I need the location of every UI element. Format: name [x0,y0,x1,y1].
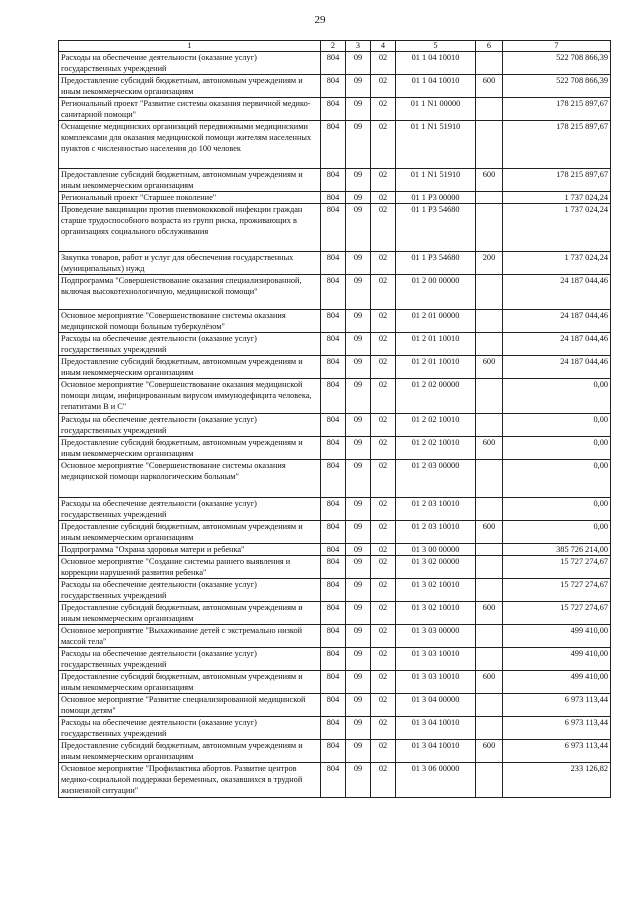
row-sum-cell: 178 215 897,67 [503,169,611,192]
row-ved-cell: 804 [321,498,346,521]
row-sum-cell: 522 708 866,39 [503,75,611,98]
row-target-article-cell: 01 1 P3 00000 [396,192,476,204]
row-target-article-cell: 01 1 P3 54680 [396,204,476,252]
row-section-cell: 09 [346,460,371,498]
row-ved-cell: 804 [321,579,346,602]
row-sum-cell: 385 726 214,00 [503,544,611,556]
header-row [59,41,611,52]
row-expense-type-cell [476,556,503,579]
row-ved-cell: 804 [321,52,346,75]
row-target-article-cell: 01 1 N1 00000 [396,98,476,121]
table-row [59,460,611,498]
row-name-cell: Предоставление субсидий бюджетным, автономным учреждениям и иным некоммерческим организациям [59,521,321,544]
row-name-cell: Расходы на обеспечение деятельности (оказание услуг) государственных учреждений [59,52,321,75]
table-row [59,671,611,694]
row-sum-cell: 233 126,82 [503,763,611,798]
row-target-article-cell: 01 2 02 10010 [396,437,476,460]
row-ved-cell: 804 [321,717,346,740]
row-ved-cell: 804 [321,648,346,671]
row-subsection-cell: 02 [371,310,396,333]
row-name-cell: Предоставление субсидий бюджетным, автономным учреждениям и иным некоммерческим организациям [59,169,321,192]
row-target-article-cell: 01 1 04 10010 [396,75,476,98]
row-target-article-cell: 01 2 01 10010 [396,356,476,379]
row-name-cell: Основное мероприятие "Развитие специализированной медицинской помощи детям" [59,694,321,717]
row-expense-type-cell [476,694,503,717]
row-section-cell: 09 [346,625,371,648]
row-section-cell: 09 [346,169,371,192]
row-expense-type-cell: 600 [476,740,503,763]
row-subsection-cell: 02 [371,437,396,460]
row-name-cell: Расходы на обеспечение деятельности (оказание услуг) государственных учреждений [59,498,321,521]
table-row [59,275,611,310]
row-sum-cell: 6 973 113,44 [503,740,611,763]
row-target-article-cell: 01 3 02 10010 [396,579,476,602]
table-row [59,556,611,579]
row-subsection-cell: 02 [371,192,396,204]
row-name-cell: Предоставление субсидий бюджетным, автономным учреждениям и иным некоммерческим организациям [59,671,321,694]
table-row [59,544,611,556]
row-ved-cell: 804 [321,98,346,121]
header-col-7: 7 [503,41,611,52]
row-ved-cell: 804 [321,414,346,437]
row-expense-type-cell: 600 [476,437,503,460]
row-expense-type-cell: 200 [476,252,503,275]
table-row [59,437,611,460]
row-name-cell: Региональный проект "Развитие системы оказания первичной медико-санитарной помощи" [59,98,321,121]
row-expense-type-cell [476,310,503,333]
row-ved-cell: 804 [321,694,346,717]
row-sum-cell: 522 708 866,39 [503,52,611,75]
row-section-cell: 09 [346,121,371,169]
row-sum-cell: 24 187 044,46 [503,275,611,310]
row-ved-cell: 804 [321,556,346,579]
row-target-article-cell: 01 3 04 00000 [396,694,476,717]
row-sum-cell: 499 410,00 [503,625,611,648]
row-subsection-cell: 02 [371,740,396,763]
table-row [59,740,611,763]
row-ved-cell: 804 [321,121,346,169]
row-subsection-cell: 02 [371,169,396,192]
table-row [59,521,611,544]
row-target-article-cell: 01 3 02 00000 [396,556,476,579]
table-row [59,579,611,602]
page-number: 29 [314,14,326,26]
row-sum-cell: 178 215 897,67 [503,121,611,169]
row-ved-cell: 804 [321,671,346,694]
row-section-cell: 09 [346,192,371,204]
row-subsection-cell: 02 [371,204,396,252]
row-name-cell: Основное мероприятие "Профилактика абортов. Развитие центров медико-социальной поддержки беременных, оказавшихся в трудной жизненной ситуации" [59,763,321,798]
row-section-cell: 09 [346,717,371,740]
row-expense-type-cell [476,717,503,740]
budget-table [58,40,611,798]
row-target-article-cell: 01 2 01 00000 [396,310,476,333]
header-col-4: 4 [371,41,396,52]
row-target-article-cell: 01 1 N1 51910 [396,121,476,169]
row-ved-cell: 804 [321,379,346,414]
table-row [59,694,611,717]
row-expense-type-cell [476,204,503,252]
row-sum-cell: 0,00 [503,460,611,498]
row-sum-cell: 6 973 113,44 [503,717,611,740]
row-sum-cell: 6 973 113,44 [503,694,611,717]
row-subsection-cell: 02 [371,52,396,75]
row-sum-cell: 178 215 897,67 [503,98,611,121]
row-section-cell: 09 [346,740,371,763]
row-target-article-cell: 01 2 02 10010 [396,414,476,437]
row-section-cell: 09 [346,275,371,310]
row-subsection-cell: 02 [371,544,396,556]
table-body [59,52,611,798]
row-subsection-cell: 02 [371,521,396,544]
row-expense-type-cell [476,625,503,648]
row-name-cell: Основное мероприятие "Выхаживание детей с экстремально низкой массой тела" [59,625,321,648]
row-name-cell: Подпрограмма "Совершенствование оказания специализированной, включая высокотехнологичную, медицинской помощи" [59,275,321,310]
row-target-article-cell: 01 1 N1 51910 [396,169,476,192]
row-name-cell: Подпрограмма "Охрана здоровья матери и ребенка" [59,544,321,556]
row-subsection-cell: 02 [371,556,396,579]
row-section-cell: 09 [346,379,371,414]
row-subsection-cell: 02 [371,648,396,671]
row-ved-cell: 804 [321,252,346,275]
table-row [59,602,611,625]
row-name-cell: Предоставление субсидий бюджетным, автономным учреждениям и иным некоммерческим организациям [59,437,321,460]
row-ved-cell: 804 [321,275,346,310]
header-col-2: 2 [321,41,346,52]
table-row [59,333,611,356]
row-ved-cell: 804 [321,437,346,460]
row-expense-type-cell: 600 [476,521,503,544]
row-target-article-cell: 01 3 02 10010 [396,602,476,625]
row-subsection-cell: 02 [371,498,396,521]
row-expense-type-cell [476,275,503,310]
row-sum-cell: 15 727 274,67 [503,602,611,625]
row-name-cell: Расходы на обеспечение деятельности (оказание услуг) государственных учреждений [59,414,321,437]
row-expense-type-cell [476,460,503,498]
row-target-article-cell: 01 3 04 10010 [396,740,476,763]
row-subsection-cell: 02 [371,717,396,740]
table-row [59,648,611,671]
row-expense-type-cell [476,379,503,414]
row-ved-cell: 804 [321,169,346,192]
row-target-article-cell: 01 3 03 10010 [396,671,476,694]
row-expense-type-cell [476,544,503,556]
row-expense-type-cell [476,121,503,169]
row-sum-cell: 15 727 274,67 [503,556,611,579]
row-name-cell: Закупка товаров, работ и услуг для обеспечения государственных (муниципальных) нужд [59,252,321,275]
row-section-cell: 09 [346,333,371,356]
row-section-cell: 09 [346,75,371,98]
row-ved-cell: 804 [321,521,346,544]
row-ved-cell: 804 [321,333,346,356]
row-target-article-cell: 01 2 03 00000 [396,460,476,498]
row-subsection-cell: 02 [371,98,396,121]
row-sum-cell: 24 187 044,46 [503,333,611,356]
row-section-cell: 09 [346,671,371,694]
header-col-6: 6 [476,41,503,52]
header-col-3: 3 [346,41,371,52]
table-row [59,414,611,437]
row-ved-cell: 804 [321,310,346,333]
row-section-cell: 09 [346,414,371,437]
row-name-cell: Основное мероприятие "Создание системы раннего выявления и коррекции нарушений развития ребенка" [59,556,321,579]
table-row [59,252,611,275]
row-expense-type-cell [476,98,503,121]
row-section-cell: 09 [346,310,371,333]
row-ved-cell: 804 [321,75,346,98]
row-subsection-cell: 02 [371,75,396,98]
row-ved-cell: 804 [321,763,346,798]
row-subsection-cell: 02 [371,694,396,717]
row-name-cell: Расходы на обеспечение деятельности (оказание услуг) государственных учреждений [59,333,321,356]
row-expense-type-cell: 600 [476,75,503,98]
row-sum-cell: 1 737 024,24 [503,192,611,204]
row-name-cell: Предоставление субсидий бюджетным, автономным учреждениям и иным некоммерческим организациям [59,356,321,379]
row-section-cell: 09 [346,356,371,379]
table-row [59,52,611,75]
header-col-5: 5 [396,41,476,52]
row-expense-type-cell: 600 [476,169,503,192]
row-sum-cell: 0,00 [503,379,611,414]
row-subsection-cell: 02 [371,252,396,275]
row-subsection-cell: 02 [371,602,396,625]
table-row [59,169,611,192]
table-row [59,379,611,414]
table-row [59,717,611,740]
row-section-cell: 09 [346,437,371,460]
row-section-cell: 09 [346,252,371,275]
row-expense-type-cell: 600 [476,602,503,625]
row-target-article-cell: 01 2 03 10010 [396,521,476,544]
row-expense-type-cell: 600 [476,356,503,379]
row-name-cell: Предоставление субсидий бюджетным, автономным учреждениям и иным некоммерческим организациям [59,740,321,763]
row-target-article-cell: 01 3 06 00000 [396,763,476,798]
row-expense-type-cell [476,579,503,602]
row-target-article-cell: 01 3 04 10010 [396,717,476,740]
row-target-article-cell: 01 1 04 10010 [396,52,476,75]
table-row [59,204,611,252]
row-sum-cell: 0,00 [503,437,611,460]
row-subsection-cell: 02 [371,121,396,169]
row-expense-type-cell [476,333,503,356]
row-sum-cell: 24 187 044,46 [503,356,611,379]
row-name-cell: Основное мероприятие "Совершенствование системы оказания медицинской помощи наркологическим больным" [59,460,321,498]
row-expense-type-cell [476,763,503,798]
row-target-article-cell: 01 1 P3 54680 [396,252,476,275]
row-section-cell: 09 [346,579,371,602]
row-target-article-cell: 01 2 01 10010 [396,333,476,356]
header-col-1: 1 [59,41,321,52]
row-section-cell: 09 [346,498,371,521]
row-ved-cell: 804 [321,192,346,204]
table-row [59,75,611,98]
row-subsection-cell: 02 [371,379,396,414]
table-row [59,98,611,121]
row-section-cell: 09 [346,694,371,717]
row-ved-cell: 804 [321,740,346,763]
row-sum-cell: 0,00 [503,414,611,437]
table-row [59,310,611,333]
row-ved-cell: 804 [321,460,346,498]
row-expense-type-cell [476,498,503,521]
row-sum-cell: 15 727 274,67 [503,579,611,602]
row-subsection-cell: 02 [371,579,396,602]
row-section-cell: 09 [346,648,371,671]
row-sum-cell: 499 410,00 [503,648,611,671]
row-sum-cell: 0,00 [503,521,611,544]
row-ved-cell: 804 [321,356,346,379]
row-target-article-cell: 01 2 00 00000 [396,275,476,310]
row-target-article-cell: 01 3 03 10010 [396,648,476,671]
row-sum-cell: 24 187 044,46 [503,310,611,333]
row-name-cell: Региональный проект "Старшее поколение" [59,192,321,204]
row-target-article-cell: 01 3 00 00000 [396,544,476,556]
row-sum-cell: 1 737 024,24 [503,204,611,252]
row-section-cell: 09 [346,521,371,544]
row-target-article-cell: 01 2 03 10010 [396,498,476,521]
table-row [59,498,611,521]
row-name-cell: Основное мероприятие "Совершенствование оказания медицинской помощи лицам, инфицированным вирусом иммунодефицита человека, гепатитами В и С" [59,379,321,414]
row-section-cell: 09 [346,544,371,556]
row-subsection-cell: 02 [371,275,396,310]
row-ved-cell: 804 [321,544,346,556]
table-row [59,121,611,169]
row-subsection-cell: 02 [371,414,396,437]
table-row [59,763,611,798]
row-name-cell: Расходы на обеспечение деятельности (оказание услуг) государственных учреждений [59,648,321,671]
row-name-cell: Предоставление субсидий бюджетным, автономным учреждениям и иным некоммерческим организациям [59,75,321,98]
row-name-cell: Проведение вакцинации против пневмококковой инфекции граждан старше трудоспособного возраста из групп риска, проживающих в организациях социального обслуживания [59,204,321,252]
row-section-cell: 09 [346,204,371,252]
row-expense-type-cell [476,52,503,75]
row-name-cell: Предоставление субсидий бюджетным, автономным учреждениям и иным некоммерческим организациям [59,602,321,625]
row-target-article-cell: 01 2 02 00000 [396,379,476,414]
row-subsection-cell: 02 [371,333,396,356]
row-subsection-cell: 02 [371,671,396,694]
row-sum-cell: 1 737 024,24 [503,252,611,275]
row-ved-cell: 804 [321,204,346,252]
row-sum-cell: 499 410,00 [503,671,611,694]
row-subsection-cell: 02 [371,356,396,379]
row-section-cell: 09 [346,602,371,625]
row-expense-type-cell [476,414,503,437]
row-subsection-cell: 02 [371,625,396,648]
row-name-cell: Основное мероприятие "Совершенствование системы оказания медицинской помощи больным туберкулёзом" [59,310,321,333]
row-expense-type-cell [476,648,503,671]
row-subsection-cell: 02 [371,763,396,798]
row-expense-type-cell: 600 [476,671,503,694]
row-section-cell: 09 [346,52,371,75]
row-name-cell: Расходы на обеспечение деятельности (оказание услуг) государственных учреждений [59,717,321,740]
row-subsection-cell: 02 [371,460,396,498]
row-section-cell: 09 [346,763,371,798]
row-name-cell: Оснащение медицинских организаций передвижными медицинскими комплексами для оказания медицинской помощи жителям населенных пунктов с численностью населения до 100 человек [59,121,321,169]
row-section-cell: 09 [346,556,371,579]
row-target-article-cell: 01 3 03 00000 [396,625,476,648]
table-row [59,192,611,204]
row-expense-type-cell [476,192,503,204]
row-ved-cell: 804 [321,602,346,625]
row-ved-cell: 804 [321,625,346,648]
row-name-cell: Расходы на обеспечение деятельности (оказание услуг) государственных учреждений [59,579,321,602]
table-row [59,625,611,648]
row-section-cell: 09 [346,98,371,121]
table-row [59,356,611,379]
row-sum-cell: 0,00 [503,498,611,521]
